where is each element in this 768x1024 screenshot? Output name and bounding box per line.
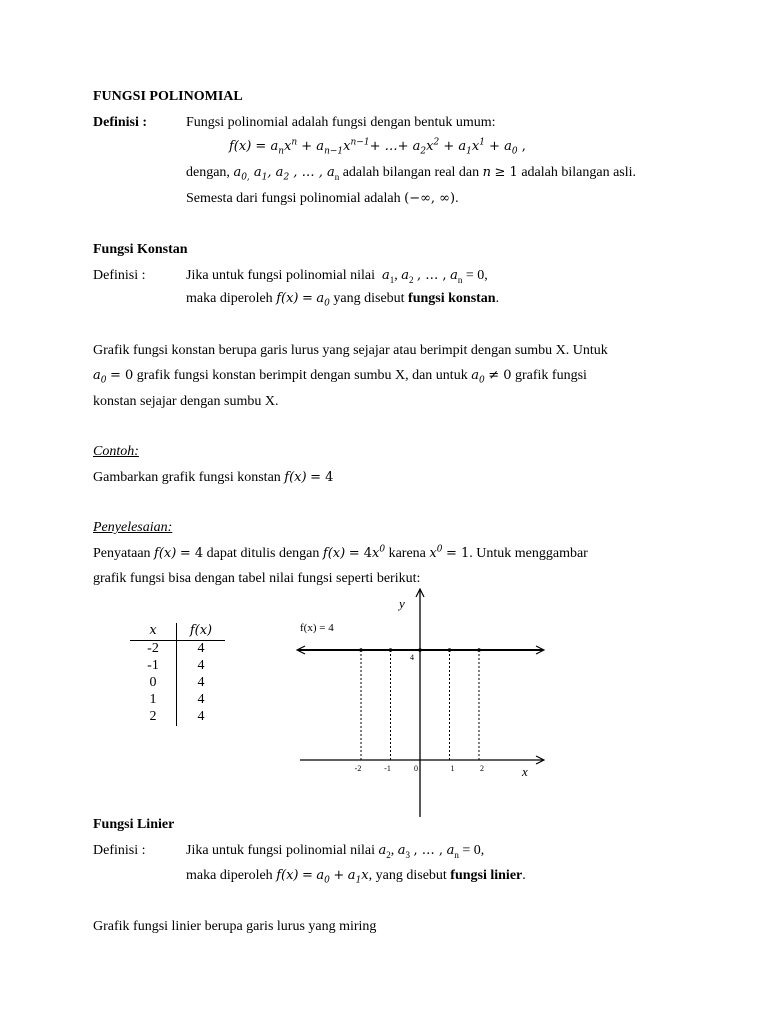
- table-row: [130, 675, 225, 692]
- linier-def-line1: Jika untuk fungsi polinomial nilai $a_2$, $a_3$ , … , $a_n = 0$,: [186, 843, 485, 860]
- semesta-line: Semesta dari fungsi polinomial adalah (−∞, ∞).: [186, 191, 459, 206]
- table-row: [130, 709, 225, 726]
- data-point: [418, 648, 422, 652]
- penyelesaian-p1: Penyataan f(x) = 4 dapat ditulis dengan $f(x) = 4x^0$ karena $x^0 = 1$. Untuk menggambar: [93, 544, 588, 561]
- data-point: [477, 648, 481, 652]
- general-form-formula: $f(x) = a_nx^n + a_{n-1}x^{n-1}+$ …+ $a_2x^2 + a_1x^1 + a_0$ ,: [229, 137, 526, 157]
- konstan-heading: Fungsi Konstan: [93, 242, 188, 257]
- table-row: [130, 692, 225, 709]
- table-cell-fx: 4: [176, 641, 225, 658]
- y-axis-label: y: [399, 596, 405, 611]
- contoh-label: Contoh:: [93, 444, 139, 459]
- y-tick-label: 4: [410, 653, 414, 662]
- contoh-text: Gambarkan grafik fungsi konstan f(x) = 4: [93, 470, 334, 485]
- konstan-graph-p3: konstan sejajar dengan sumbu X.: [93, 394, 279, 409]
- table-cell-fx: 4: [176, 658, 225, 675]
- table-row: [130, 641, 225, 658]
- table-cell-fx: 4: [176, 709, 225, 726]
- x-tick-label: -1: [384, 764, 391, 773]
- page-title: FUNGSI POLINOMIAL: [93, 89, 243, 104]
- chart-title: f(x) = 4: [300, 622, 334, 634]
- constant-function-chart: [290, 585, 560, 825]
- table-row: [130, 658, 225, 675]
- table-cell-x: 1: [149, 692, 157, 707]
- table-cell-x: 2: [149, 709, 157, 724]
- linier-def-line2: maka diperoleh $f(x) = a_0 + a_1x$, yang disebut fungsi linier.: [186, 868, 526, 886]
- table-cell-x: 0: [149, 675, 157, 690]
- table-header-x: x: [149, 623, 157, 638]
- data-point: [448, 648, 452, 652]
- konstan-graph-p2: $a_0 = 0$ grafik fungsi konstan berimpit dengan sumbu X, dan untuk $a_0 \ne 0$ grafik fungsi: [93, 368, 587, 386]
- definition-text: Fungsi polinomial adalah fungsi dengan bentuk umum:: [186, 115, 496, 130]
- table-cell-x: -2: [147, 641, 159, 656]
- penyelesaian-label: Penyelesaian:: [93, 520, 173, 535]
- linier-def-label: Definisi :: [93, 843, 146, 858]
- konstan-graph-p1: Grafik fungsi konstan berupa garis lurus yang sejajar atau berimpit dengan sumbu X. Untuk: [93, 343, 608, 358]
- data-point: [359, 648, 363, 652]
- linier-graph-text: Grafik fungsi linier berupa garis lurus yang miring: [93, 919, 377, 934]
- konstan-def-line1: Jika untuk fungsi polinomial nilai $a_1$, $a_2$ , … , $a_n = 0$,: [186, 268, 488, 285]
- konstan-def-line2: maka diperoleh $f(x) = a_0$ yang disebut fungsi konstan.: [186, 291, 500, 309]
- dengan-line: dengan, $a_{0,}$ $a_1$, $a_2$ , … , $a_n$ adalah bilangan real dan n ≥ 1 adalah bilangan asli.: [186, 165, 637, 183]
- table-header-fx: f(x): [176, 623, 225, 640]
- data-point: [389, 648, 393, 652]
- konstan-def-label: Definisi :: [93, 268, 146, 283]
- x-tick-label: 2: [480, 764, 484, 773]
- definition-label: Definisi :: [93, 115, 148, 130]
- x-tick-label: 0: [414, 764, 418, 773]
- x-tick-label: 1: [450, 764, 455, 773]
- penyelesaian-p2: grafik fungsi bisa dengan tabel nilai fungsi seperti berikut:: [93, 571, 421, 586]
- x-axis-label: x: [522, 764, 528, 779]
- x-tick-label: -2: [354, 764, 362, 773]
- table-cell-x: -1: [147, 658, 159, 673]
- table-cell-fx: 4: [176, 675, 225, 692]
- value-table: [130, 623, 225, 726]
- linier-heading: Fungsi Linier: [93, 817, 175, 832]
- table-cell-fx: 4: [176, 692, 225, 709]
